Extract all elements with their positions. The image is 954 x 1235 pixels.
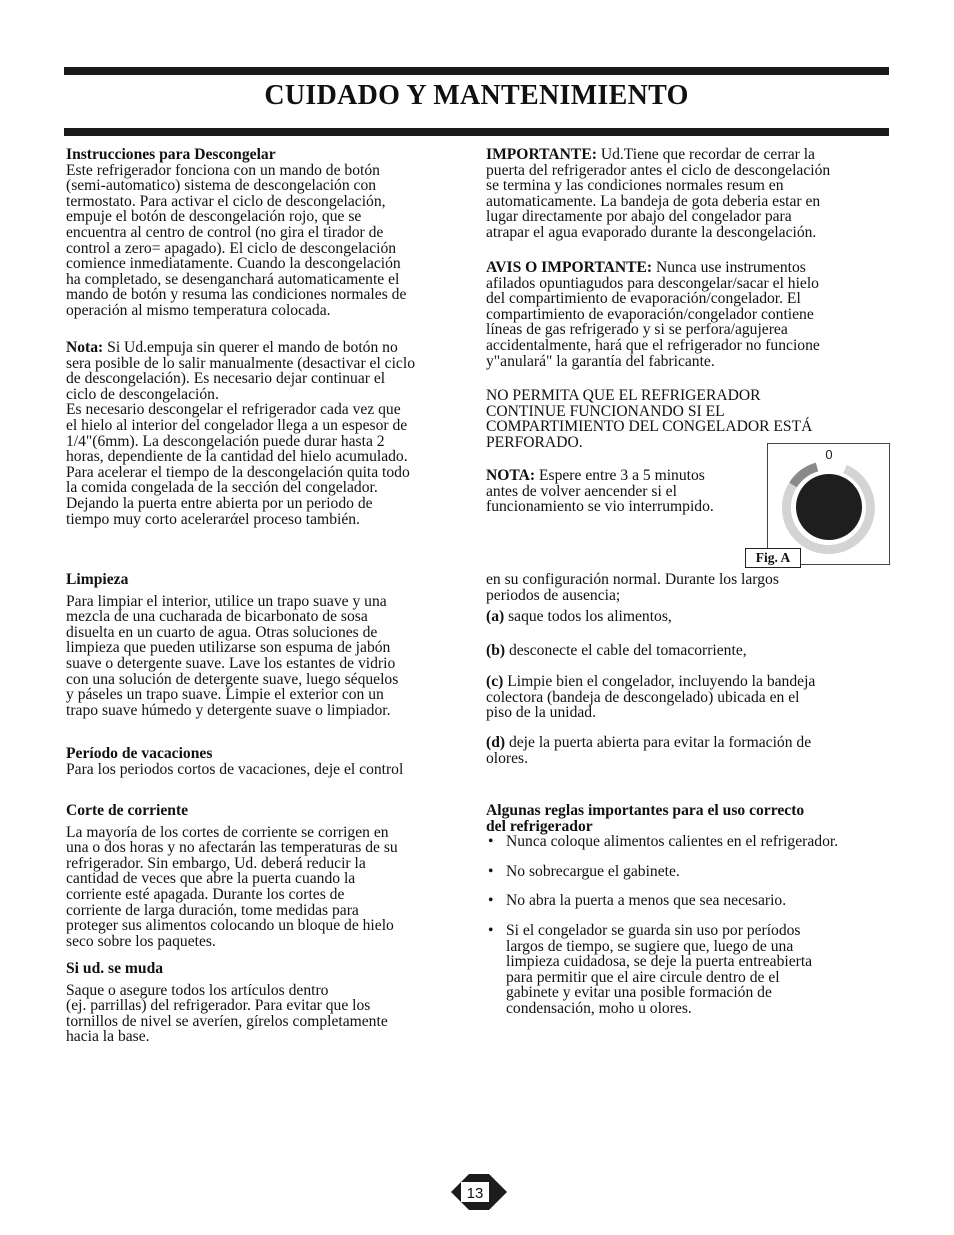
text-line: suave o detergente suave. Lave los estantes de vidrio [66, 654, 396, 672]
dial-knob [796, 474, 862, 540]
vacation-continued [486, 572, 896, 603]
text-line: ha completado, se desenganchará automaticamente el [66, 270, 400, 288]
step-a [486, 609, 896, 625]
warning-body [486, 388, 896, 450]
text-line: automaticamente. La bandeja de gota deberia estar en [486, 192, 821, 210]
step-a-label: (a) [486, 608, 505, 625]
avis-first-line: Nunca use instrumentos [652, 259, 806, 276]
text-line: empuje el botón de descongelación rojo, que se [66, 208, 362, 226]
text-line: CONTINUE FUNCIONANDO SI EL [486, 402, 725, 420]
text-line: PERFORADO. [486, 433, 583, 451]
vacation-line: Para los periodos cortos de vacaciones, deje el control [66, 760, 404, 778]
nota-right-first-line: Espere entre 3 a 5 minutos [535, 467, 705, 484]
text-line: control a zero= apagado). El ciclo de descongelación [66, 239, 397, 257]
text-line: una o dos horas y no afectarán las temperaturas de su [66, 839, 398, 857]
rules-list [486, 834, 896, 1016]
top-rule [64, 67, 889, 75]
avis-section [486, 260, 896, 369]
vacation-cont-body [486, 572, 896, 603]
step-c-first-line: Limpie bien el congelador, incluyendo la bandeja [503, 673, 816, 690]
text-line: puerta del refrigerador antes el ciclo de descongelación [486, 161, 831, 179]
text-line: colectora (bandeja de descongelado) ubicada en el [486, 688, 800, 706]
text-line: NO PERMITA QUE EL REFRIGERADOR [486, 387, 761, 404]
defrost-dial-figure [767, 443, 889, 565]
text-line: comience inmediatamente. Cuando la descongelación [66, 255, 401, 273]
page-number: 13 [466, 1185, 484, 1202]
step-d-rest [486, 751, 896, 767]
text-line: y páseles un trapo suave. Limpie el exterior con un [66, 686, 384, 704]
defrost-note [66, 340, 476, 527]
text-line: del refrigerador [486, 817, 593, 835]
text-line: atrapar el agua evaporado durante la descongelación. [486, 223, 817, 241]
nota-first-line: Si Ud.empuja sin querer el mando de botón no [103, 339, 398, 356]
move-section [66, 961, 476, 1045]
rule-item [486, 864, 896, 880]
rule-text-line: para permitir que el aire circule dentro de el [506, 968, 780, 986]
power-heading: Corte de corriente [66, 802, 189, 819]
text-line: (semi-automatico) sistema de descongelación con [66, 177, 377, 195]
text-line: Dejando la puerta entre abierta por un periodo de [66, 494, 373, 512]
text-line: trapo suave húmedo y detergente suave o limpiador. [66, 701, 391, 719]
page-number-badge [447, 1172, 507, 1212]
cleaning-section [66, 572, 476, 718]
rule-text-line: No abra la puerta a menos que sea necesario. [506, 892, 787, 910]
rule-text-line: Nunca coloque alimentos calientes en el refrigerador. [506, 833, 839, 851]
text-line: tiempo muy corto acelerarάel proceso también. [66, 510, 360, 528]
rule-text-line: Si el congelador se guarda sin uso por períodos [506, 921, 801, 939]
nota-section [486, 468, 766, 515]
text-line: operación al mismo temperatura colocada. [66, 301, 331, 319]
text-line: sera posible de lo salir manualmente (desactivar el ciclo [66, 354, 415, 372]
text-line: y"anulará" la garantía del fabricante. [486, 352, 715, 370]
rule-text-line: condensación, moho u olores. [506, 999, 692, 1017]
rule-text-line: largos de tiempo, se sugiere que, luego de una [506, 937, 794, 955]
text-line: tornillos de nivel se averíen, gírelos completamente [66, 1012, 388, 1030]
rule-text-line: gabinete y evitar una posible formación de [506, 984, 772, 1002]
cleaning-body [66, 594, 476, 719]
rule-item [486, 834, 896, 850]
move-body [66, 983, 476, 1045]
avis-label: AVIS O IMPORTANTE: [486, 259, 653, 276]
bullet-icon: • [488, 892, 494, 910]
text-line: corriente esté apagada. Durante los cortes de [66, 885, 345, 903]
important-section [486, 147, 896, 241]
move-heading: Si ud. se muda [66, 960, 164, 977]
step-b [486, 643, 896, 659]
step-b-text: desconecte el cable del tomacorriente, [505, 642, 747, 659]
text-line: hacia la base. [66, 1028, 150, 1046]
text-line: Es necesario descongelar el refrigerador cada vez que [66, 401, 401, 419]
step-d [486, 735, 896, 766]
text-line: el hielo al interior del congelador llega a un espesor de [66, 416, 408, 434]
nota-right-label: NOTA: [486, 467, 536, 484]
defrost-body [66, 163, 476, 319]
step-c [486, 674, 896, 721]
step-c-label: (c) [486, 673, 504, 690]
defrost-section [66, 147, 476, 319]
text-line: líneas de gas refrigerado y si se perfora/agujerea [486, 321, 788, 339]
text-line: de descongelación). Es necesario dejar continuar el [66, 370, 386, 388]
text-line: Este refrigerador fonciona con un mando de botón [66, 161, 380, 179]
text-line: termostato. Para activar el ciclo de descongelación, [66, 192, 386, 210]
text-line: Saque o asegure todos los artículos dentro [66, 981, 329, 999]
text-line: La mayoría de los cortes de corriente se corrigen en [66, 823, 389, 841]
text-line: refrigerador. Sin embargo, Ud. deberá reducir la [66, 854, 366, 872]
dial-zero-mark: 0 [825, 447, 833, 462]
text-line: afilados opuntiagudos para descongelar/sacar el hielo [486, 274, 819, 292]
figure-a-label: Fig. A [745, 548, 801, 568]
text-line: corriente de larga duración, tome medidas para [66, 901, 359, 919]
avis-rest [486, 276, 896, 370]
step-d-first-line: deje la puerta abierta para evitar la formación de [505, 734, 812, 751]
nota-rest [66, 356, 476, 528]
text-line: con una solución de detergente suave, luego séquelos [66, 670, 399, 688]
text-line: olores. [486, 749, 529, 767]
text-line: se termina y las condiciones normales resum en [486, 177, 784, 195]
bullet-icon: • [488, 833, 494, 851]
text-line: 1/4"(6mm). La descongelación puede durar hasta 2 [66, 432, 385, 450]
page-title: CUIDADO Y MANTENIMIENTO [264, 80, 689, 111]
text-line: la comida congelada de la sección del congelador. [66, 479, 378, 497]
text-line: mezcla de una cucharada de bicarbonato de sosa [66, 608, 368, 626]
bullet-icon: • [488, 921, 494, 939]
text-line: Para acelerar el tiempo de la descongelación quita todo [66, 463, 410, 481]
text-line: Para limpiar el interior, utilice un trapo suave y una [66, 592, 387, 610]
text-line: piso de la unidad. [486, 704, 597, 722]
nota-label: Nota: [66, 339, 104, 356]
cleaning-heading: Limpieza [66, 571, 129, 588]
important-rest [486, 163, 896, 241]
rule-item [486, 893, 896, 909]
text-line: disuelta en un cuarto de agua. Otras soluciones de [66, 623, 378, 641]
title-underline-rule [64, 128, 889, 136]
text-line: (ej. parrillas) del refrigerador. Para evitar que los [66, 997, 371, 1015]
text-line: lugar directamente por abajo del congelador para [486, 208, 792, 226]
defrost-heading: Instrucciones para Descongelar [66, 146, 276, 163]
text-line: Algunas reglas importantes para el uso correcto [486, 802, 805, 819]
step-a-text: saque todos los alimentos, [504, 608, 672, 625]
text-line: horas, dependiente de la cantidad del hielo acumulado. [66, 448, 408, 466]
rules-heading [486, 803, 896, 834]
text-line: periodos de ausencia; [486, 586, 621, 604]
text-line: mando de botón y resuma las condiciones normales de [66, 286, 407, 304]
text-line: antes de volver aencender si el [486, 482, 677, 500]
text-line: compartimiento de evaporación/congelador contiene [486, 305, 814, 323]
power-body [66, 825, 476, 950]
warning-section [486, 388, 896, 450]
rule-item [486, 923, 896, 1017]
text-line: accidentalmente, hará que el refrigerador no funcione [486, 336, 820, 354]
step-d-label: (d) [486, 734, 506, 751]
bullet-icon: • [488, 862, 494, 880]
power-section [66, 803, 476, 949]
rule-text-line: limpieza cuidadosa, se deje la puerta entreabierta [506, 953, 813, 971]
text-line: funcionamiento se vio interrumpido. [486, 498, 714, 516]
rule-text-line: No sobrecargue el gabinete. [506, 862, 680, 880]
text-line: proteger sus alimentos colocando un bloque de hielo [66, 917, 394, 935]
important-label: IMPORTANTE: [486, 146, 597, 163]
text-line: seco sobre los paquetes. [66, 932, 216, 950]
vacation-section [66, 746, 476, 777]
text-line: cantidad de veces que abre la puerta cuando la [66, 870, 356, 888]
step-c-rest [486, 690, 896, 721]
text-line: encuentra al centro de control (no gira el tirador de [66, 223, 384, 241]
vacation-heading: Período de vacaciones [66, 745, 213, 762]
text-line: COMPARTIMIENTO DEL CONGELADOR ESTÁ [486, 418, 813, 436]
defrost-note-body [66, 340, 476, 527]
text-line: ciclo de descongelación. [66, 385, 219, 403]
important-first-line: Ud.Tiene que recordar de cerrar la [596, 146, 815, 163]
rules-section [486, 803, 896, 1017]
text-line: en su configuración normal. Durante los largos [486, 571, 779, 588]
step-b-label: (b) [486, 642, 506, 659]
nota-right-rest [486, 484, 766, 515]
text-line: limpieza que pueden utilizarse son espuma de jabón [66, 639, 391, 657]
text-line: del compartimiento de evaporación/congelador. El [486, 290, 801, 308]
